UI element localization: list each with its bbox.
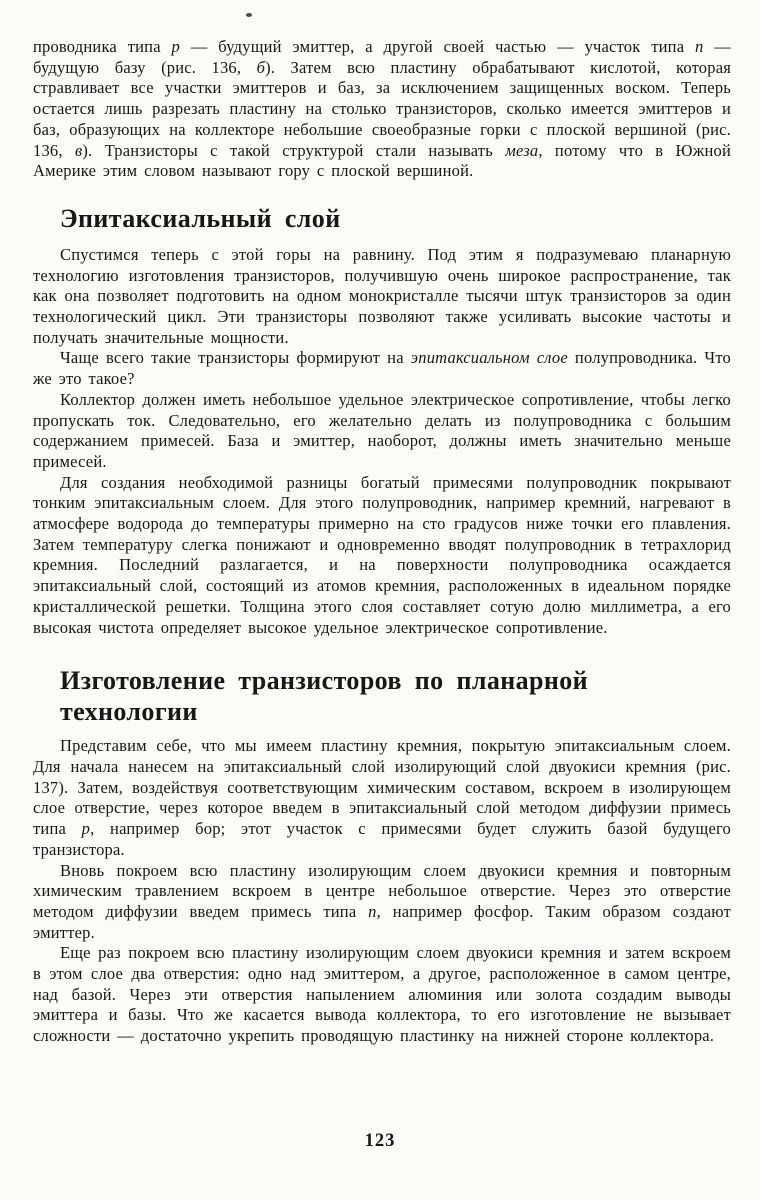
page-number: 123 <box>364 1131 396 1151</box>
paragraph-epitaxial-growth: Для создания необходимой разницы богатый примесями полупроводник покрывают тонким эпитаксиальным слоем. Для этого полупроводник, например кремний, нагревают в атмосфере водорода до температуры примерно на сто градусов ниже точки его плавления. Затем температуру слегка понижают и одновременно вводят полупроводник в тетрахлорид кремния. Последний разлагается, и на поверхности полупроводника осаждается эпитаксиальный слой, состоящий из атомов кремния, расположенных в идеальном порядке кристаллической решетки. Толщина этого слоя составляет сотую долю миллиметра, а его высокая чистота определяет высокое удельное электрическое сопротивление. <box>33 472 731 637</box>
section-title-planar-technology: Изготовление транзисторов по планарной технологии <box>60 666 589 727</box>
paragraph-collector-resistance: Коллектор должен иметь небольшое удельное электрическое сопротивление, чтобы легко пропускать ток. Следовательно, его желательно делать из полупроводника с большим содержанием примесей. База и эмиттер, наоборот, должны иметь значительно меньше примесей. <box>33 389 731 471</box>
paragraph-epitaxial-question: Чаще всего такие транзисторы формируют на эпитаксиальном слое полупроводника. Что же это такое? <box>33 348 731 389</box>
paragraph-emitter-diffusion: Вновь покроем всю пластину изолирующим слоем двуокиси кремния и повторным химическим травлением вскроем в центре небольшое отверстие. Через это отверстие методом диффузии введем примесь типа n, например фосфор. Таким образом создают эмиттер. <box>33 860 731 942</box>
paragraph-metal-contacts: Еще раз покроем всю пластину изолирующим слоем двуокиси кремния и затем вскроем в этом слое два отверстия: одно над эмиттером, а другое, расположенное в самом центре, над базой. Через эти отверстия напылением алюминия или золота создадим выводы эмиттера и базы. Что же касается вывода коллектора, то его изготовление не вызывает сложности — достаточно укрепить проводящую пластинку на нижней стороне коллектора. <box>33 943 731 1046</box>
print-artifact-mark <box>246 13 252 17</box>
paragraph-mesa-continuation: проводника типа p — будущий эмиттер, а другой своей частью — участок типа n — будущую базу (рис. 136, б). Затем всю пластину обрабатывают кислотой, которая стравливает все участки эмиттеров и баз, за исключением защищенных воском. Теперь остается лишь разрезать пластину на столько транзисторов, сколько имеется эмиттеров и баз, образующих на коллекторе небольшие своеобразные горки с плоской вершиной (рис. 136, в). Транзисторы с такой структурой стали называть меза, потому что в Южной Америке этим словом называют гору с плоской вершиной. <box>33 37 732 181</box>
paragraph-silicon-wafer-base: Представим себе, что мы имеем пластину кремния, покрытую эпитаксиальным слоем. Для начала нанесем на эпитаксиальный слой изолирующий слой двуокиси кремния (рис. 137). Затем, воздействуя соответствующим химическим составом, вскроем в изолирующем слое отверстие, через которое введем в эпитаксиальный слой методом диффузии примесь типа p, например бор; этот участок с примесями будет служить базой будущего транзистора. <box>33 736 731 859</box>
section-title-epitaxial-layer: Эпитаксиальный слой <box>60 203 341 233</box>
paragraph-descend-from-mountain: Спустимся теперь с этой горы на равнину. Под этим я подразумеваю планарную технологию изготовления транзисторов, получившую очень широкое распространение, так как она позволяет подготовить на одном монокристалле тысячи штук транзисторов за один технологический цикл. Эти транзисторы позволяют также усиливать высокие частоты и получать значительные мощности. <box>33 244 731 347</box>
